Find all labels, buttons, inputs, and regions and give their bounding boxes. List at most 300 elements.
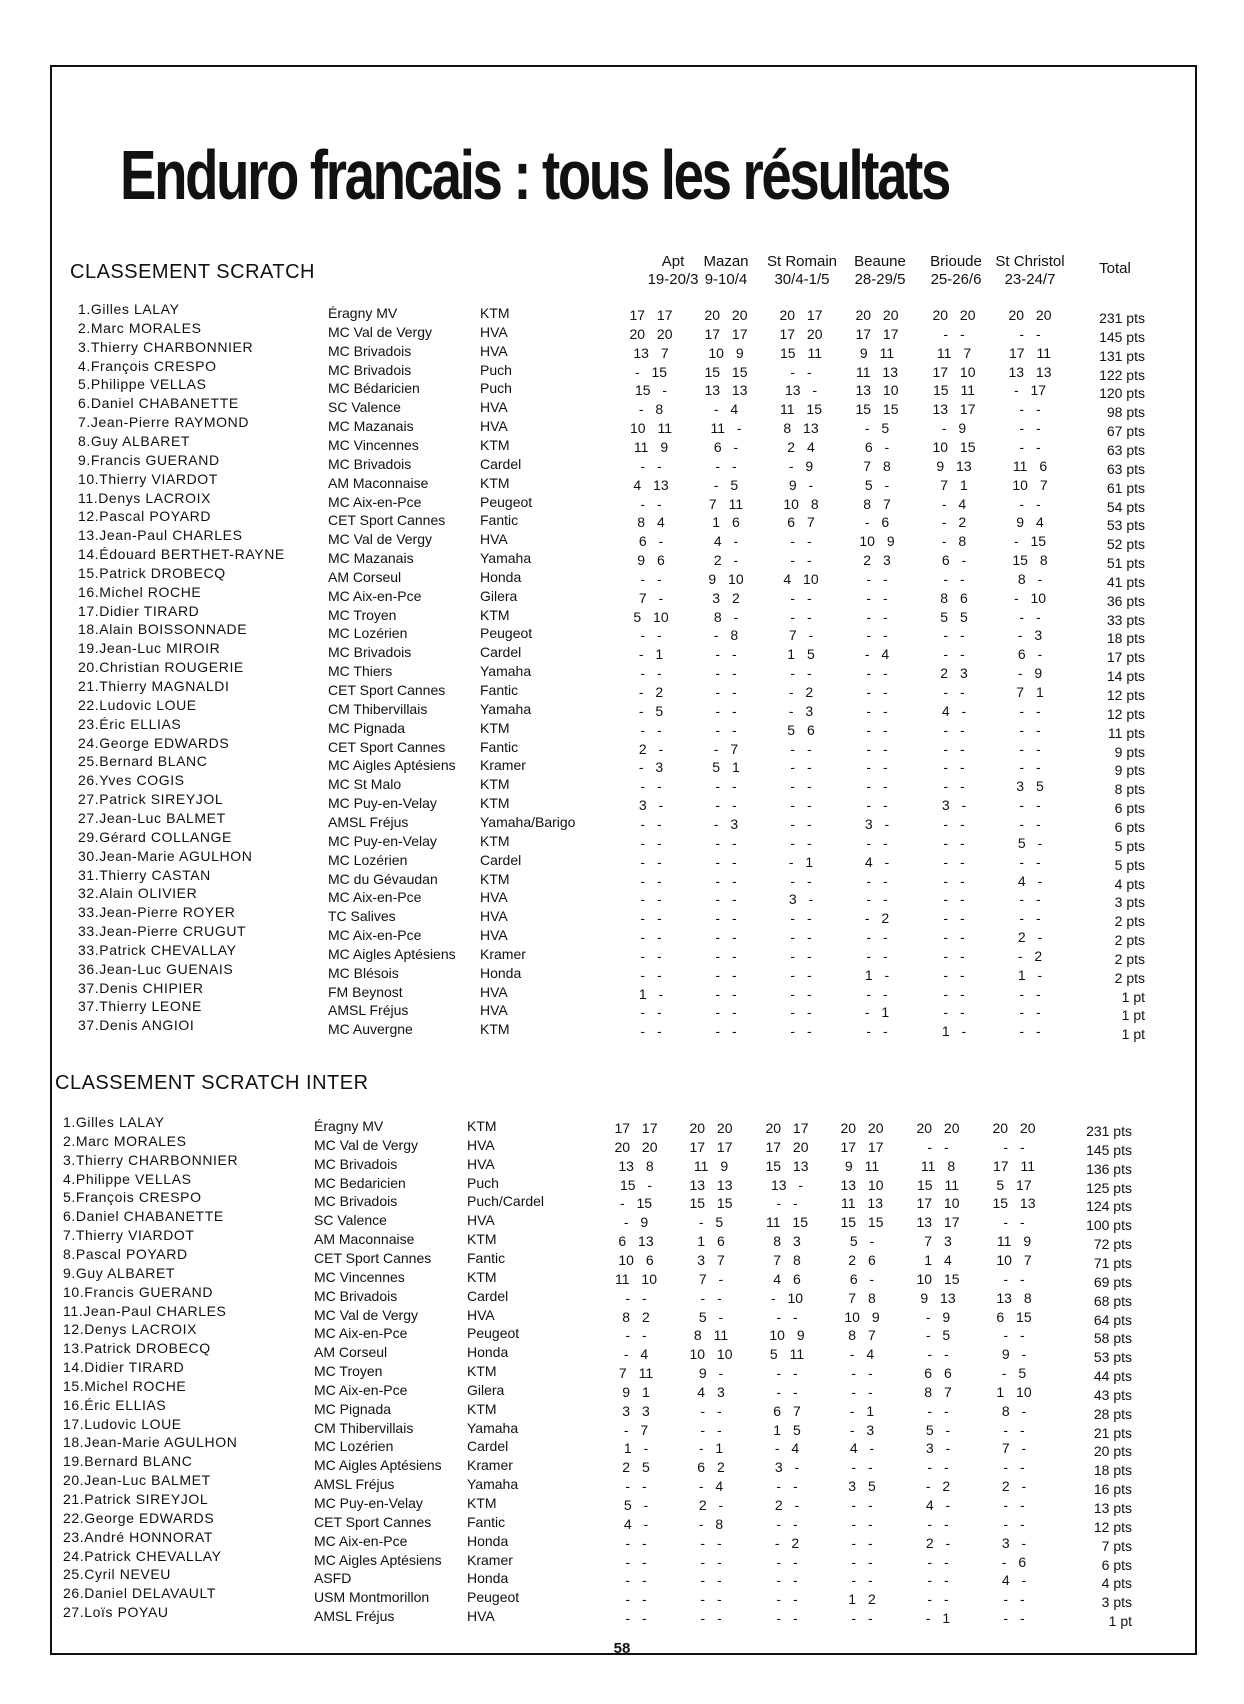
score-st-romain: - - (776, 1591, 798, 1608)
score-beaune: - - (866, 665, 888, 682)
score-st-romain: - 3 (788, 702, 814, 719)
rider-name: 4.Philippe VELLAS (63, 1170, 192, 1187)
score-beaune: 2 6 (848, 1251, 876, 1268)
table-row (0, 1584, 1244, 1611)
page-number: 58 (613, 1640, 631, 1657)
total-points: 69 pts (1093, 1273, 1132, 1290)
score-brioude: 20 20 (916, 1120, 960, 1136)
club-name: AMSL Fréjus (314, 1476, 395, 1493)
score-beaune: - - (866, 589, 888, 606)
score-st-romain: - - (776, 1195, 798, 1212)
rider-name: 1.Gilles LALAY (63, 1114, 165, 1130)
score-st-romain: - - (790, 872, 812, 889)
club-name: MC Troyen (314, 1363, 383, 1380)
bike-make: Cardel (467, 1438, 509, 1455)
score-beaune: 11 13 (856, 363, 898, 380)
table-row (0, 620, 1244, 647)
bike-make: KTM (467, 1363, 497, 1380)
rider-name: 27.Jean-Luc BALMET (78, 809, 226, 826)
score-mazan: - - (715, 910, 737, 927)
score-st-christol: - - (1019, 420, 1041, 437)
score-beaune: 20 20 (855, 307, 899, 323)
column-header-name: Apt (661, 253, 685, 270)
total-points: 61 pts (1106, 479, 1145, 496)
bike-make: KTM (480, 719, 510, 736)
bike-make: Puch/Cardel (467, 1193, 545, 1210)
club-name: AM Corseul (314, 1344, 388, 1361)
total-points: 131 pts (1099, 347, 1145, 364)
rider-name: 37.Thierry LEONE (78, 998, 202, 1015)
score-mazan: - - (715, 891, 737, 908)
rider-name: 27.Loïs POYAU (63, 1604, 169, 1621)
score-st-christol: 3 5 (1016, 778, 1044, 795)
bike-make: HVA (480, 908, 508, 925)
club-name: CET Sport Cannes (328, 682, 446, 698)
total-points: 231 pts (1099, 310, 1145, 326)
rider-name: 17.Ludovic LOUE (63, 1415, 182, 1432)
total-points: 125 pts (1086, 1179, 1132, 1196)
score-apt: 3 3 (622, 1402, 650, 1419)
table-row (0, 451, 1244, 477)
club-name: MC Val de Vergy (328, 531, 433, 548)
club-name: MC Troyen (328, 606, 397, 623)
score-mazan: 17 17 (704, 325, 748, 342)
score-mazan: - - (715, 1023, 737, 1040)
score-apt: - 15 (619, 1195, 653, 1212)
score-brioude: 10 15 (932, 438, 976, 455)
table-row (0, 771, 1244, 798)
total-points: 44 pts (1093, 1368, 1132, 1385)
total-points: 72 pts (1093, 1236, 1132, 1253)
score-st-christol: 13 8 (996, 1289, 1032, 1306)
score-st-christol: - - (1019, 325, 1041, 342)
rider-name: 9.Guy ALBARET (63, 1264, 176, 1281)
bike-make: HVA (480, 1002, 508, 1019)
score-apt: 20 20 (629, 325, 673, 342)
score-apt: - - (640, 872, 662, 889)
bike-make: Honda (467, 1532, 509, 1549)
club-name: Éragny MV (314, 1118, 384, 1134)
club-name: SC Valence (328, 399, 401, 416)
column-header-name: St Christol (995, 253, 1065, 270)
rider-name: 24.Patrick CHEVALLAY (63, 1547, 222, 1564)
score-brioude: 2 3 (940, 665, 968, 682)
table-row (0, 1016, 1244, 1043)
score-st-romain: 4 6 (773, 1270, 801, 1287)
score-st-romain: - - (776, 1308, 798, 1325)
bike-make: HVA (467, 1306, 495, 1323)
score-st-christol: - - (1003, 1270, 1025, 1287)
rider-name: 17.Didier TIRARD (78, 602, 200, 619)
table-row (0, 979, 1244, 1005)
bike-make: Yamaha (480, 700, 532, 717)
score-beaune: - - (866, 797, 888, 814)
score-apt: - - (625, 1553, 647, 1570)
score-st-christol: - - (1003, 1497, 1025, 1513)
score-st-christol: 7 - (1001, 1440, 1027, 1457)
score-st-christol: - - (1003, 1138, 1025, 1155)
score-st-romain: 7 - (788, 627, 814, 644)
club-name: MC Val de Vergy (314, 1136, 419, 1153)
club-name: MC Puy-en-Velay (328, 795, 437, 812)
score-brioude: - - (943, 721, 965, 738)
total-points: 58 pts (1093, 1330, 1132, 1347)
table-row (0, 545, 1244, 572)
score-apt: 6 13 (618, 1233, 654, 1250)
score-st-romain: 3 - (774, 1459, 800, 1476)
score-st-christol: - - (1019, 910, 1041, 927)
score-mazan: 8 11 (693, 1327, 729, 1344)
bike-make: Fantic (480, 738, 519, 755)
score-mazan: - - (700, 1553, 722, 1570)
total-points: 2 pts (1114, 913, 1145, 930)
score-beaune: - - (866, 872, 888, 889)
score-beaune: 4 - (864, 853, 890, 870)
table-row (0, 1358, 1244, 1385)
bike-make: Peugeot (467, 1589, 520, 1606)
score-beaune: 8 7 (863, 495, 891, 512)
total-points: 231 pts (1086, 1123, 1132, 1139)
club-name: MC Lozérien (314, 1438, 394, 1455)
score-apt: - - (625, 1289, 647, 1306)
score-brioude: 8 6 (940, 589, 968, 606)
score-brioude: 13 17 (932, 401, 976, 418)
column-header-dates: 28-29/5 (854, 271, 906, 288)
score-mazan: - 1 (698, 1440, 724, 1457)
club-name: MC Mazanais (328, 550, 414, 567)
club-name: MC Puy-en-Velay (314, 1495, 423, 1511)
score-apt: 9 1 (622, 1383, 650, 1400)
column-header-name: Mazan (703, 253, 749, 270)
score-brioude: 1 4 (924, 1251, 952, 1268)
score-brioude: - - (943, 759, 965, 776)
rider-name: 29.Gérard COLLANGE (78, 828, 232, 845)
score-st-romain: 13 - (784, 382, 818, 399)
bike-make: KTM (467, 1268, 497, 1285)
score-mazan: 15 15 (704, 363, 748, 380)
club-name: MC Brivadois (328, 455, 412, 472)
rider-name: 2.Marc MORALES (78, 319, 202, 336)
score-st-christol: - 3 (1017, 627, 1043, 644)
score-brioude: - - (943, 646, 965, 663)
score-brioude: - 4 (941, 495, 967, 512)
table-row (0, 1565, 1244, 1592)
bike-make: Kramer (467, 1457, 513, 1474)
score-st-christol: 2 - (1001, 1478, 1027, 1495)
table-row (0, 413, 1244, 440)
score-brioude: - - (943, 627, 965, 644)
score-st-romain: 6 7 (773, 1402, 801, 1419)
club-name: MC Brivadois (328, 644, 412, 661)
score-mazan: 11 9 (693, 1157, 729, 1174)
score-beaune: 3 5 (848, 1478, 876, 1495)
score-brioude: - - (943, 929, 965, 946)
score-beaune: 6 - (849, 1270, 875, 1287)
bike-make: HVA (467, 1212, 495, 1229)
total-points: 2 pts (1114, 950, 1145, 967)
table-row (0, 1396, 1244, 1422)
score-apt: 4 - (623, 1515, 649, 1532)
total-points: 1 pt (1108, 1613, 1132, 1630)
score-mazan: 9 10 (708, 570, 744, 587)
inter-heading: CLASSEMENT SCRATCH INTER (55, 1072, 369, 1094)
rider-name: 12.Denys LACROIX (63, 1321, 198, 1338)
score-st-christol: 4 - (1017, 872, 1043, 889)
rider-name: 24.George EDWARDS (78, 734, 230, 751)
score-apt: - - (640, 815, 662, 832)
score-st-christol: - - (1019, 702, 1041, 719)
score-st-christol: 2 - (1017, 929, 1043, 946)
bike-make: KTM (480, 436, 510, 453)
score-brioude: 17 10 (932, 363, 976, 380)
score-apt: 17 17 (629, 307, 673, 323)
club-name: MC Bedaricien (314, 1174, 406, 1191)
score-beaune: - - (851, 1515, 873, 1532)
club-name: USM Montmorillon (314, 1589, 430, 1606)
score-apt: - 8 (638, 401, 664, 418)
score-mazan: 6 2 (697, 1459, 725, 1476)
score-st-romain: - 2 (774, 1534, 800, 1551)
score-st-christol: - - (1019, 438, 1041, 455)
table-row (0, 903, 1244, 930)
table-row (0, 564, 1244, 590)
score-mazan: - - (700, 1572, 722, 1589)
score-beaune: 10 9 (844, 1308, 880, 1325)
table-row (0, 1452, 1244, 1479)
score-brioude: 15 11 (933, 382, 975, 399)
rider-name: 37.Denis CHIPIER (78, 979, 204, 996)
rider-name: 23.Éric ELLIAS (78, 715, 182, 732)
score-st-christol: - - (1003, 1421, 1025, 1438)
score-apt: 7 11 (618, 1365, 654, 1382)
total-points: 1 pt (1121, 1026, 1145, 1043)
score-brioude: 3 - (941, 797, 967, 814)
total-points: 53 pts (1093, 1349, 1132, 1366)
score-beaune: 20 20 (840, 1120, 884, 1136)
bike-make: Yamaha/Barigo (480, 813, 576, 830)
total-points: 28 pts (1093, 1405, 1132, 1422)
score-mazan: 9 - (698, 1365, 724, 1382)
score-st-romain: 15 11 (780, 344, 822, 361)
score-brioude: 15 11 (917, 1176, 959, 1193)
score-apt: 11 10 (615, 1270, 657, 1287)
score-apt: 10 11 (630, 420, 672, 437)
score-beaune: - 3 (849, 1421, 875, 1438)
bike-make: Kramer (467, 1551, 513, 1568)
score-st-christol: - 17 (1013, 382, 1047, 399)
rider-name: 32.Alain OLIVIER (78, 885, 198, 902)
bike-make: HVA (480, 399, 508, 416)
scratch-heading: CLASSEMENT SCRATCH (70, 261, 315, 283)
score-apt: 7 - (638, 589, 664, 606)
club-name: CM Thibervillais (314, 1419, 414, 1436)
score-apt: - - (640, 721, 662, 738)
score-mazan: 3 7 (697, 1251, 725, 1268)
score-brioude: 9 13 (936, 457, 972, 474)
score-st-romain: - - (790, 363, 812, 380)
score-mazan: - - (715, 457, 737, 474)
total-points: 21 pts (1093, 1424, 1132, 1441)
score-st-romain: - - (790, 815, 812, 832)
table-row (0, 1188, 1244, 1215)
score-beaune: - 1 (864, 1004, 890, 1021)
score-st-romain: - - (776, 1610, 798, 1627)
score-mazan: 4 3 (697, 1383, 725, 1400)
table-row (0, 375, 1244, 402)
table-row (0, 734, 1244, 760)
total-points: 64 pts (1093, 1311, 1132, 1328)
score-apt: 2 5 (622, 1459, 650, 1476)
bike-make: Honda (467, 1570, 509, 1587)
score-beaune: 1 - (864, 966, 890, 983)
table-row (0, 1603, 1244, 1630)
club-name: MC Aix-en-Pce (328, 927, 422, 944)
score-mazan: - - (715, 702, 737, 719)
score-apt: - 15 (634, 363, 668, 380)
score-beaune: 7 8 (863, 457, 891, 474)
table-row (0, 319, 1244, 345)
rider-name: 15.Patrick DROBECQ (78, 564, 226, 581)
score-st-christol: - 10 (1013, 589, 1047, 606)
score-st-romain: - - (776, 1515, 798, 1532)
rider-name: 30.Jean-Marie AGULHON (78, 847, 253, 864)
score-beaune: - - (866, 947, 888, 964)
total-points: 14 pts (1106, 668, 1145, 685)
score-apt: - - (625, 1327, 647, 1344)
table-row (0, 1151, 1244, 1177)
club-name: MC Aix-en-Pce (328, 889, 422, 906)
score-mazan: - - (715, 872, 737, 889)
score-st-romain: 8 13 (783, 420, 819, 437)
score-beaune: - - (851, 1534, 873, 1551)
score-apt: - - (640, 853, 662, 870)
total-points: 6 pts (1114, 800, 1145, 817)
bike-make: KTM (467, 1118, 497, 1134)
column-header (1075, 260, 1155, 278)
score-brioude: - - (927, 1591, 949, 1608)
total-points: 5 pts (1114, 856, 1145, 873)
score-brioude: 4 - (941, 702, 967, 719)
score-st-romain: - - (776, 1383, 798, 1400)
score-beaune: - 4 (864, 646, 890, 663)
score-st-christol: 1 10 (996, 1383, 1032, 1400)
score-st-christol: 7 1 (1016, 684, 1044, 700)
bike-make: Peugeot (480, 493, 533, 510)
column-header (916, 253, 996, 289)
total-points: 1 pt (1121, 988, 1145, 1005)
club-name: MC Aigles Aptésiens (314, 1457, 442, 1474)
score-st-romain: - - (790, 740, 812, 757)
score-mazan: - 8 (713, 627, 739, 644)
column-header-dates: 23-24/7 (1004, 271, 1056, 288)
score-mazan: 2 - (713, 552, 739, 569)
table-row (0, 960, 1244, 986)
score-st-romain: - - (790, 985, 812, 1002)
score-st-christol: - - (1019, 740, 1041, 757)
bike-make: Gilera (467, 1381, 505, 1398)
score-apt: - - (640, 627, 662, 644)
rider-name: 8.Guy ALBARET (78, 432, 191, 449)
score-apt: - - (640, 665, 662, 682)
score-brioude: - 2 (925, 1478, 951, 1495)
score-brioude: - 5 (925, 1327, 951, 1344)
score-brioude: 11 8 (920, 1157, 956, 1174)
table-row (0, 1170, 1244, 1196)
score-beaune: - - (866, 985, 888, 1002)
score-brioude: - - (943, 872, 965, 889)
score-brioude: - - (943, 853, 965, 870)
club-name: MC Bédaricien (328, 380, 420, 397)
score-mazan: - - (715, 929, 737, 946)
bike-make: KTM (480, 832, 510, 849)
rider-name: 21.Thierry MAGNALDI (78, 678, 230, 694)
score-brioude: 10 15 (916, 1270, 960, 1287)
table-row (0, 941, 1244, 967)
score-mazan: - 3 (713, 815, 739, 832)
bike-make: KTM (467, 1400, 497, 1417)
score-st-romain: - - (790, 608, 812, 625)
total-points: 20 pts (1093, 1443, 1132, 1460)
score-mazan: - - (715, 985, 737, 1002)
club-name: TC Salives (328, 908, 396, 925)
total-points: 52 pts (1106, 536, 1145, 553)
rider-name: 31.Thierry CASTAN (78, 866, 211, 883)
column-header-name: St Romain (766, 253, 838, 270)
score-st-romain: 5 6 (787, 721, 815, 738)
bike-make: Puch (467, 1174, 499, 1191)
score-apt: 13 8 (618, 1157, 654, 1174)
score-brioude: 1 - (941, 1023, 967, 1040)
rider-name: 25.Cyril NEVEU (63, 1566, 171, 1583)
club-name: CET Sport Cannes (328, 512, 446, 529)
rider-name: 16.Éric ELLIAS (63, 1396, 167, 1413)
bike-make: HVA (467, 1608, 495, 1625)
bike-make: HVA (480, 927, 508, 944)
club-name: MC Aigles Aptésiens (328, 945, 456, 962)
score-brioude: 9 13 (920, 1289, 956, 1306)
bike-make: HVA (467, 1136, 495, 1153)
total-points: 63 pts (1106, 441, 1145, 458)
score-brioude: 7 1 (940, 476, 968, 493)
club-name: MC Auvergne (328, 1021, 413, 1038)
score-st-romain: - - (790, 589, 812, 606)
bike-make: Yamaha (467, 1476, 519, 1493)
bike-make: KTM (467, 1231, 497, 1248)
club-name: MC Pignada (314, 1400, 392, 1417)
score-st-romain: 2 4 (787, 438, 815, 455)
score-apt: 9 6 (637, 552, 665, 569)
score-brioude: - - (943, 740, 965, 757)
score-apt: - - (640, 495, 662, 512)
table-row (0, 677, 1244, 703)
score-apt: - - (640, 929, 662, 946)
score-mazan: 7 11 (708, 495, 744, 512)
score-mazan: - - (700, 1421, 722, 1438)
club-name: MC Brivadois (314, 1287, 398, 1304)
total-points: 5 pts (1114, 837, 1145, 854)
table-row (0, 866, 1244, 892)
rider-name: 9.Francis GUERAND (78, 451, 220, 468)
table-row (0, 507, 1244, 534)
score-mazan: - - (700, 1402, 722, 1419)
table-row (0, 1415, 1244, 1441)
total-points: 51 pts (1106, 555, 1145, 572)
score-st-romain: 7 8 (773, 1251, 801, 1268)
bike-make: Fantic (467, 1249, 506, 1266)
score-beaune: 3 - (864, 815, 890, 832)
rider-name: 22.Ludovic LOUE (78, 696, 197, 713)
score-st-romain: 17 20 (779, 325, 823, 342)
